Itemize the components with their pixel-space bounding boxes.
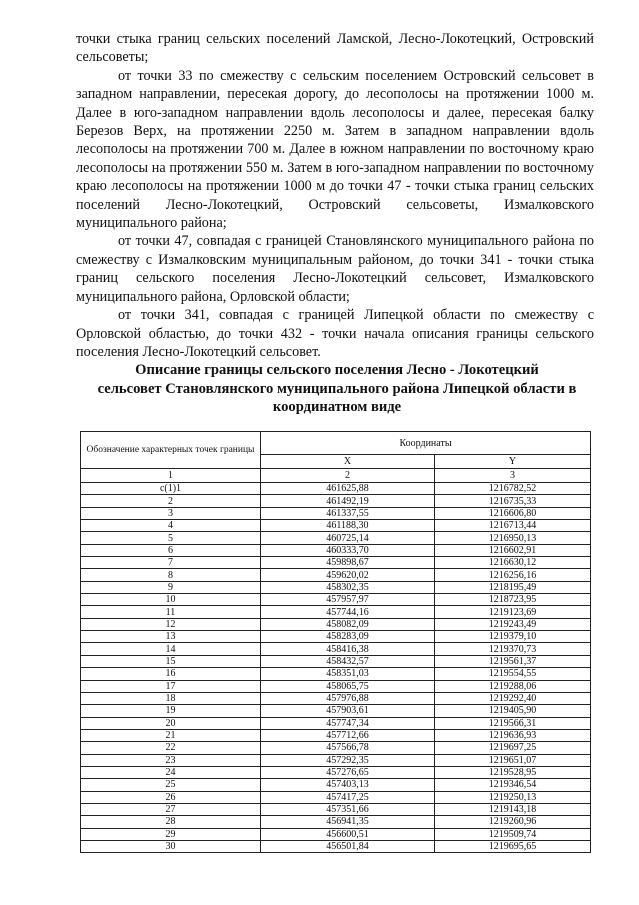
point-cell: 2	[81, 495, 261, 507]
table-row	[81, 594, 591, 606]
point-cell: 17	[81, 680, 261, 692]
coordinates-table-body	[81, 483, 591, 853]
description-text	[76, 30, 594, 361]
y-cell: 1216782,52	[435, 483, 591, 495]
point-cell: 3	[81, 507, 261, 519]
x-cell: 458416,38	[261, 643, 435, 655]
point-cell: 16	[81, 668, 261, 680]
paragraph-1: точки стыка границ сельских поселений Ламской, Лесно-Локотецкий, Островский сельсоветы;	[76, 31, 594, 66]
y-cell: 1219528,95	[435, 766, 591, 778]
y-cell: 1219554,55	[435, 668, 591, 680]
faded-bleed-through	[0, 680, 210, 760]
header-point-designation: Обозначение характерных точек границы	[81, 432, 261, 469]
x-cell: 457903,61	[261, 705, 435, 717]
point-cell: 19	[81, 705, 261, 717]
point-cell: 23	[81, 754, 261, 766]
x-cell: 457403,13	[261, 779, 435, 791]
heading-line-3: координатном виде	[272, 399, 402, 415]
x-cell: 458065,75	[261, 680, 435, 692]
coordinates-table	[80, 431, 591, 853]
table-row	[81, 532, 591, 544]
table-row	[81, 544, 591, 556]
table-row	[81, 828, 591, 840]
x-cell: 460333,70	[261, 544, 435, 556]
table-row	[81, 840, 591, 852]
table-row	[81, 668, 591, 680]
x-cell: 457712,66	[261, 729, 435, 741]
point-cell: 28	[81, 816, 261, 828]
x-cell: 458432,57	[261, 655, 435, 667]
y-cell: 1219636,93	[435, 729, 591, 741]
x-cell: 461188,30	[261, 520, 435, 532]
table-row	[81, 618, 591, 630]
point-cell: 25	[81, 779, 261, 791]
point-cell: 4	[81, 520, 261, 532]
y-cell: 1216950,13	[435, 532, 591, 544]
table-row	[81, 520, 591, 532]
paragraph-4: от точки 341, совпадая с границей Липецкой области по смежеству с Орловской областью, до точки 432 - точки начала описания границы сельского поселения Лесно-Локотецкий сельсовет.	[76, 307, 594, 360]
point-cell: 26	[81, 791, 261, 803]
y-cell: 1216713,44	[435, 520, 591, 532]
table-row	[81, 507, 591, 519]
x-cell: 461492,19	[261, 495, 435, 507]
y-cell: 1218195,49	[435, 581, 591, 593]
point-cell: 30	[81, 840, 261, 852]
y-cell: 1216735,33	[435, 495, 591, 507]
y-cell: 1219370,73	[435, 643, 591, 655]
table-row	[81, 803, 591, 815]
x-cell: 458302,35	[261, 581, 435, 593]
point-cell: 13	[81, 631, 261, 643]
table-row	[81, 655, 591, 667]
point-cell: 10	[81, 594, 261, 606]
x-cell: 460725,14	[261, 532, 435, 544]
table-row	[81, 791, 591, 803]
point-cell: 9	[81, 581, 261, 593]
point-cell: 6	[81, 544, 261, 556]
point-cell: 8	[81, 569, 261, 581]
point-cell: 15	[81, 655, 261, 667]
y-cell: 1216602,91	[435, 544, 591, 556]
header-coordinates: Координаты	[261, 432, 591, 455]
x-cell: 457747,34	[261, 717, 435, 729]
y-cell: 1219509,74	[435, 828, 591, 840]
x-cell: 457292,35	[261, 754, 435, 766]
x-cell: 456941,35	[261, 816, 435, 828]
header-y: Y	[435, 455, 591, 469]
y-cell: 1219651,07	[435, 754, 591, 766]
header-x: X	[261, 455, 435, 469]
x-cell: 457744,16	[261, 606, 435, 618]
table-row	[81, 606, 591, 618]
header-num-3: 3	[435, 469, 591, 483]
x-cell: 458283,09	[261, 631, 435, 643]
point-cell: 24	[81, 766, 261, 778]
y-cell: 1219346,54	[435, 779, 591, 791]
y-cell: 1216630,12	[435, 557, 591, 569]
y-cell: 1219379,10	[435, 631, 591, 643]
y-cell: 1219250,13	[435, 791, 591, 803]
y-cell: 1219405,90	[435, 705, 591, 717]
paragraph-2: от точки 33 по смежеству с сельским поселением Островский сельсовет в западном направлении, пересекая дорогу, до лесополосы на протяжении 1000 м. Далее в юго-западном направлении вдоль лесополосы и далее, пересекая балку Березов Верх, на протяжении 2250 м. Затем в западном направлении вдоль лесополосы на протяжении 700 м. Далее в южном направлении по восточному краю лесополосы на протяжении 550 м. Затем в юго-западном направлении по восточному краю лесополосы на протяжении 1000 м до точки 47 - точки стыка границ сельских поселений Лесно-Локотецкий, Островский сельсоветы, Измалковского муниципального района;	[76, 67, 594, 232]
y-cell: 1219566,31	[435, 717, 591, 729]
point-cell: 21	[81, 729, 261, 741]
header-num-2: 2	[261, 469, 435, 483]
point-cell: 5	[81, 532, 261, 544]
point-cell: 27	[81, 803, 261, 815]
table-row	[81, 766, 591, 778]
x-cell: 457351,66	[261, 803, 435, 815]
y-cell: 1219292,40	[435, 692, 591, 704]
table-row	[81, 483, 591, 495]
y-cell: 1218723,95	[435, 594, 591, 606]
point-cell: 7	[81, 557, 261, 569]
table-row	[81, 631, 591, 643]
paragraph-3: от точки 47, совпадая с границей Становлянского муниципального района по смежеству с Измалковским муниципальным районом, до точки 341 - точки стыка границ сельского поселения Лесно-Локотецкий сельсовет, Измалковского муниципального района, Орловской области;	[76, 233, 594, 305]
y-cell: 1219697,25	[435, 742, 591, 754]
y-cell: 1216256,16	[435, 569, 591, 581]
y-cell: 1219123,69	[435, 606, 591, 618]
table-row	[81, 569, 591, 581]
y-cell: 1219288,06	[435, 680, 591, 692]
section-heading	[90, 361, 584, 417]
table-row	[81, 779, 591, 791]
x-cell: 457566,78	[261, 742, 435, 754]
table-row	[81, 816, 591, 828]
point-cell: 20	[81, 717, 261, 729]
point-cell: 14	[81, 643, 261, 655]
point-cell: 11	[81, 606, 261, 618]
table-row	[81, 643, 591, 655]
x-cell: 458082,09	[261, 618, 435, 630]
table-row	[81, 495, 591, 507]
x-cell: 461337,55	[261, 507, 435, 519]
point-cell: 29	[81, 828, 261, 840]
x-cell: 456501,84	[261, 840, 435, 852]
point-cell: 22	[81, 742, 261, 754]
x-cell: 456600,51	[261, 828, 435, 840]
x-cell: 457976,88	[261, 692, 435, 704]
y-cell: 1219260,96	[435, 816, 591, 828]
y-cell: 1219243,49	[435, 618, 591, 630]
heading-line-2: сельсовет Становлянского муниципального района Липецкой области в	[97, 380, 577, 397]
y-cell: 1219695,65	[435, 840, 591, 852]
x-cell: 459620,02	[261, 569, 435, 581]
x-cell: 457276,65	[261, 766, 435, 778]
point-cell: 12	[81, 618, 261, 630]
x-cell: 461625,88	[261, 483, 435, 495]
y-cell: 1219143,18	[435, 803, 591, 815]
heading-line-1: Описание границы сельского поселения Лесно - Локотецкий	[135, 362, 539, 378]
y-cell: 1219561,37	[435, 655, 591, 667]
point-cell: с(1)1	[81, 483, 261, 495]
point-cell: 18	[81, 692, 261, 704]
x-cell: 459898,67	[261, 557, 435, 569]
table-row	[81, 557, 591, 569]
table-row	[81, 581, 591, 593]
x-cell: 458351,03	[261, 668, 435, 680]
y-cell: 1216606,80	[435, 507, 591, 519]
x-cell: 457957,97	[261, 594, 435, 606]
x-cell: 457417,25	[261, 791, 435, 803]
header-num-1: 1	[81, 469, 261, 483]
